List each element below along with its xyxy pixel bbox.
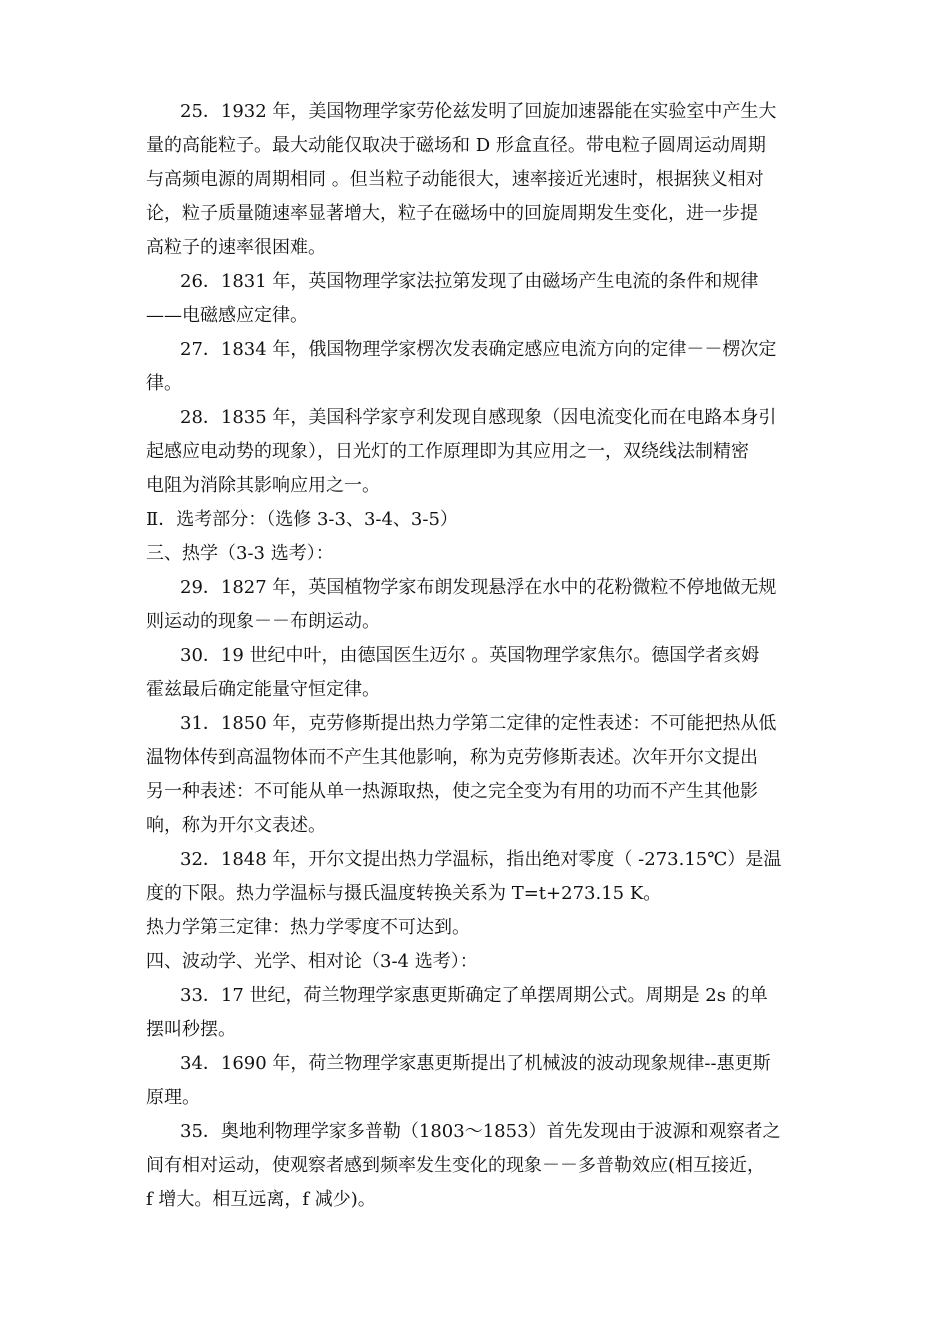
item-35-paragraph xyxy=(146,1115,811,1217)
item-34-paragraph xyxy=(146,1047,811,1115)
item-32-line: 度的下限。热力学温标与摄氏温度转换关系为 T=t+273.15 K。 xyxy=(146,883,662,904)
item-29-paragraph xyxy=(146,571,811,639)
item-28-line: 电阻为消除其影响应用之一。 xyxy=(146,475,380,496)
section-elective-line: Ⅱ．选考部分：（选修 3-3、3-4、3-5） xyxy=(146,509,458,530)
item-31-line: 温物体传到高温物体而不产生其他影响，称为克劳修斯表述。次年开尔文提出 xyxy=(146,747,758,768)
section-thermal-paragraph xyxy=(146,537,811,571)
item-30-line: 30．19 世纪中叶，由德国医生迈尔 。英国物理学家焦尔。德国学者亥姆 xyxy=(180,645,760,666)
item-30-line: 霍兹最后确定能量守恒定律。 xyxy=(146,679,380,700)
section-waves-line: 四、波动学、光学、相对论（3-4 选考）： xyxy=(146,951,478,972)
third-law-line: 热力学第三定律：热力学零度不可达到。 xyxy=(146,917,470,938)
item-35-line: 间有相对运动，使观察者感到频率发生变化的现象－－多普勒效应(相互接近， xyxy=(146,1155,766,1176)
item-35-line: f 增大。相互远离，f 减少)。 xyxy=(146,1189,376,1210)
item-31-line: 另一种表述：不可能从单一热源取热，使之完全变为有用的功而不产生其他影 xyxy=(146,781,758,802)
document-body xyxy=(146,95,811,1217)
item-32-paragraph xyxy=(146,843,811,911)
item-32-line: 32．1848 年，开尔文提出热力学温标，指出绝对零度（ -273.15℃）是温 xyxy=(180,849,782,870)
item-27-line: 27．1834 年，俄国物理学家楞次发表确定感应电流方向的定律－－楞次定 xyxy=(180,339,777,360)
item-26-line: ——电磁感应定律。 xyxy=(146,305,308,326)
item-34-line: 34．1690 年，荷兰物理学家惠更斯提出了机械波的波动现象规律--惠更斯 xyxy=(180,1053,771,1074)
item-31-line: 31．1850 年，克劳修斯提出热力学第二定律的定性表述：不可能把热从低 xyxy=(180,713,777,734)
item-33-line: 33．17 世纪，荷兰物理学家惠更斯确定了单摆周期公式。周期是 2s 的单 xyxy=(180,985,768,1006)
item-29-line: 29．1827 年，英国植物学家布朗发现悬浮在水中的花粉微粒不停地做无规 xyxy=(180,577,777,598)
item-30-paragraph xyxy=(146,639,811,707)
item-28-line: 起感应电动势的现象），日光灯的工作原理即为其应用之一，双绕线法制精密 xyxy=(146,441,749,462)
item-27-paragraph xyxy=(146,333,811,401)
item-35-line: 35．奥地利物理学家多普勒（1803～1853）首先发现由于波源和观察者之 xyxy=(180,1121,781,1142)
item-33-paragraph xyxy=(146,979,811,1047)
section-elective-paragraph xyxy=(146,503,811,537)
item-25-line: 量的高能粒子。最大动能仅取决于磁场和 D 形盒直径。带电粒子圆周运动周期 xyxy=(146,135,766,156)
item-26-paragraph xyxy=(146,265,811,333)
item-31-line: 响，称为开尔文表述。 xyxy=(146,815,326,836)
section-thermal-line: 三、热学（3-3 选考）： xyxy=(146,543,334,564)
third-law-paragraph xyxy=(146,911,811,945)
section-waves-paragraph xyxy=(146,945,811,979)
item-25-line: 25．1932 年，美国物理学家劳伦兹发明了回旋加速器能在实验室中产生大 xyxy=(180,101,777,122)
item-31-paragraph xyxy=(146,707,811,843)
item-29-line: 则运动的现象－－布朗运动。 xyxy=(146,611,380,632)
item-26-line: 26．1831 年，英国物理学家法拉第发现了由磁场产生电流的条件和规律 xyxy=(180,271,759,292)
item-25-paragraph xyxy=(146,95,811,265)
item-34-line: 原理。 xyxy=(146,1087,200,1108)
item-27-line: 律。 xyxy=(146,373,182,394)
item-33-line: 摆叫秒摆。 xyxy=(146,1019,236,1040)
item-25-line: 与高频电源的周期相同 。但当粒子动能很大，速率接近光速时，根据狭义相对 xyxy=(146,169,764,190)
item-25-line: 高粒子的速率很困难。 xyxy=(146,237,326,258)
item-28-line: 28．1835 年，美国科学家亨利发现自感现象（因电流变化而在电路本身引 xyxy=(180,407,777,428)
item-28-paragraph xyxy=(146,401,811,503)
item-25-line: 论，粒子质量随速率显著增大，粒子在磁场中的回旋周期发生变化，进一步提 xyxy=(146,203,758,224)
